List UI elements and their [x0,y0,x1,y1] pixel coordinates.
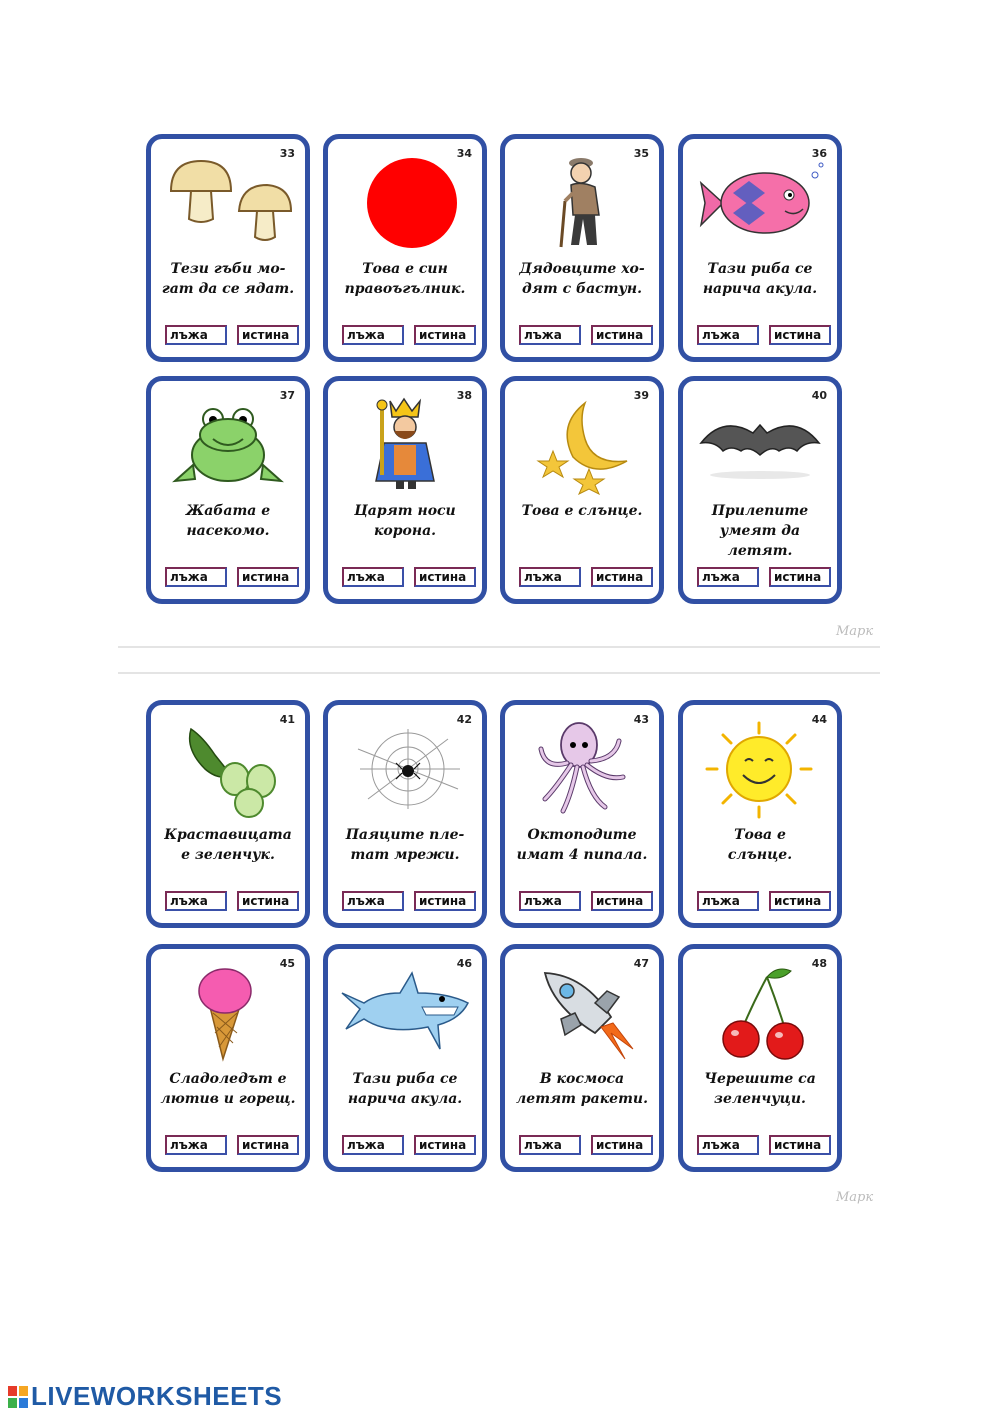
statement-text: Черешите са зеленчуци. [704,1071,816,1107]
true-button[interactable]: истина [414,325,476,345]
cherries-image [693,963,827,1063]
bat-image [693,395,827,495]
false-button[interactable]: лъжа [342,891,404,911]
false-button[interactable]: лъжа [165,1135,227,1155]
true-button[interactable]: истина [237,891,299,911]
true-button[interactable]: истина [591,891,653,911]
true-button[interactable]: истина [237,325,299,345]
statement-text: В космоса летят ракети. [516,1071,648,1107]
card-number: 36 [811,147,827,160]
card-39 [500,376,664,604]
true-button[interactable]: истина [237,1135,299,1155]
false-button[interactable]: лъжа [165,567,227,587]
false-button[interactable]: лъжа [697,891,759,911]
card-41 [146,700,310,928]
spider-web-image [338,719,472,819]
false-button[interactable]: лъжа [165,891,227,911]
card-number: 41 [279,713,295,726]
brand-name: LIVEWORKSHEETS [31,1381,283,1411]
false-button[interactable]: лъжа [697,567,759,587]
true-button[interactable]: истина [769,891,831,911]
card-48 [678,944,842,1172]
card-number: 45 [279,957,295,970]
card-42 [323,700,487,928]
statement-text: Паяците пле- тат мрежи. [345,827,465,863]
card-37 [146,376,310,604]
card-40 [678,376,842,604]
card-45 [146,944,310,1172]
card-number: 44 [811,713,827,726]
card-46 [323,944,487,1172]
card-35 [500,134,664,362]
card-number: 33 [279,147,295,160]
statement-text: Прилепите умеят да летят. [711,503,809,559]
statement-text: Дядовците хо- дят с бастун. [519,261,645,297]
page-divider [118,646,880,648]
statement-text: Октоподите имат 4 пипала. [516,827,648,863]
card-47 [500,944,664,1172]
true-button[interactable]: истина [237,567,299,587]
card-34 [323,134,487,362]
statement-text: Краставицата е зеленчук. [164,827,292,863]
card-number: 38 [456,389,472,402]
statement-text: Сладоледът е лютив и горещ. [160,1071,296,1107]
red-circle-image [338,153,472,253]
false-button[interactable]: лъжа [342,1135,404,1155]
statement-text: Тази риба се нарича акула. [702,261,818,297]
mushrooms-image [161,153,295,253]
king-image [338,395,472,495]
page-divider [118,672,880,674]
card-38 [323,376,487,604]
card-number: 47 [633,957,649,970]
false-button[interactable]: лъжа [519,567,581,587]
true-button[interactable]: истина [414,1135,476,1155]
statement-text: Тези гъби мо- гат да се ядат. [161,261,295,297]
false-button[interactable]: лъжа [697,325,759,345]
grandfather-image [515,153,649,253]
liveworksheets-brand [8,1381,282,1412]
statement-text: Тази риба се нарича акула. [347,1071,463,1107]
card-number: 35 [633,147,649,160]
cucumber-image [161,719,295,819]
watermark-logo: Марк [836,1190,874,1205]
card-number: 37 [279,389,295,402]
card-43 [500,700,664,928]
octopus-image [515,719,649,819]
statement-text: Това е слънце. [521,503,643,519]
false-button[interactable]: лъжа [519,325,581,345]
card-44 [678,700,842,928]
card-number: 43 [633,713,649,726]
liveworksheets-logo-icon [8,1386,28,1408]
statement-text: Царят носи корона. [354,503,456,539]
card-number: 40 [811,389,827,402]
false-button[interactable]: лъжа [342,567,404,587]
sun-image [693,719,827,819]
false-button[interactable]: лъжа [342,325,404,345]
moon-stars-image [515,395,649,495]
true-button[interactable]: истина [591,567,653,587]
frog-image [161,395,295,495]
card-36 [678,134,842,362]
card-number: 42 [456,713,472,726]
false-button[interactable]: лъжа [519,1135,581,1155]
watermark-logo: Марк [836,624,874,639]
false-button[interactable]: лъжа [165,325,227,345]
false-button[interactable]: лъжа [697,1135,759,1155]
card-number: 39 [633,389,649,402]
ice-cream-image [161,963,295,1063]
rocket-image [515,963,649,1063]
statement-text: Това е слънце. [727,827,793,863]
card-number: 48 [811,957,827,970]
shark-image [338,963,472,1063]
true-button[interactable]: истина [591,1135,653,1155]
pink-fish-image [693,153,827,253]
card-number: 34 [456,147,472,160]
card-33 [146,134,310,362]
false-button[interactable]: лъжа [519,891,581,911]
true-button[interactable]: истина [769,325,831,345]
true-button[interactable]: истина [591,325,653,345]
true-button[interactable]: истина [414,891,476,911]
true-button[interactable]: истина [414,567,476,587]
true-button[interactable]: истина [769,1135,831,1155]
card-number: 46 [456,957,472,970]
statement-text: Това е син правоъгълник. [344,261,466,297]
statement-text: Жабата е насекомо. [185,503,271,539]
true-button[interactable]: истина [769,567,831,587]
